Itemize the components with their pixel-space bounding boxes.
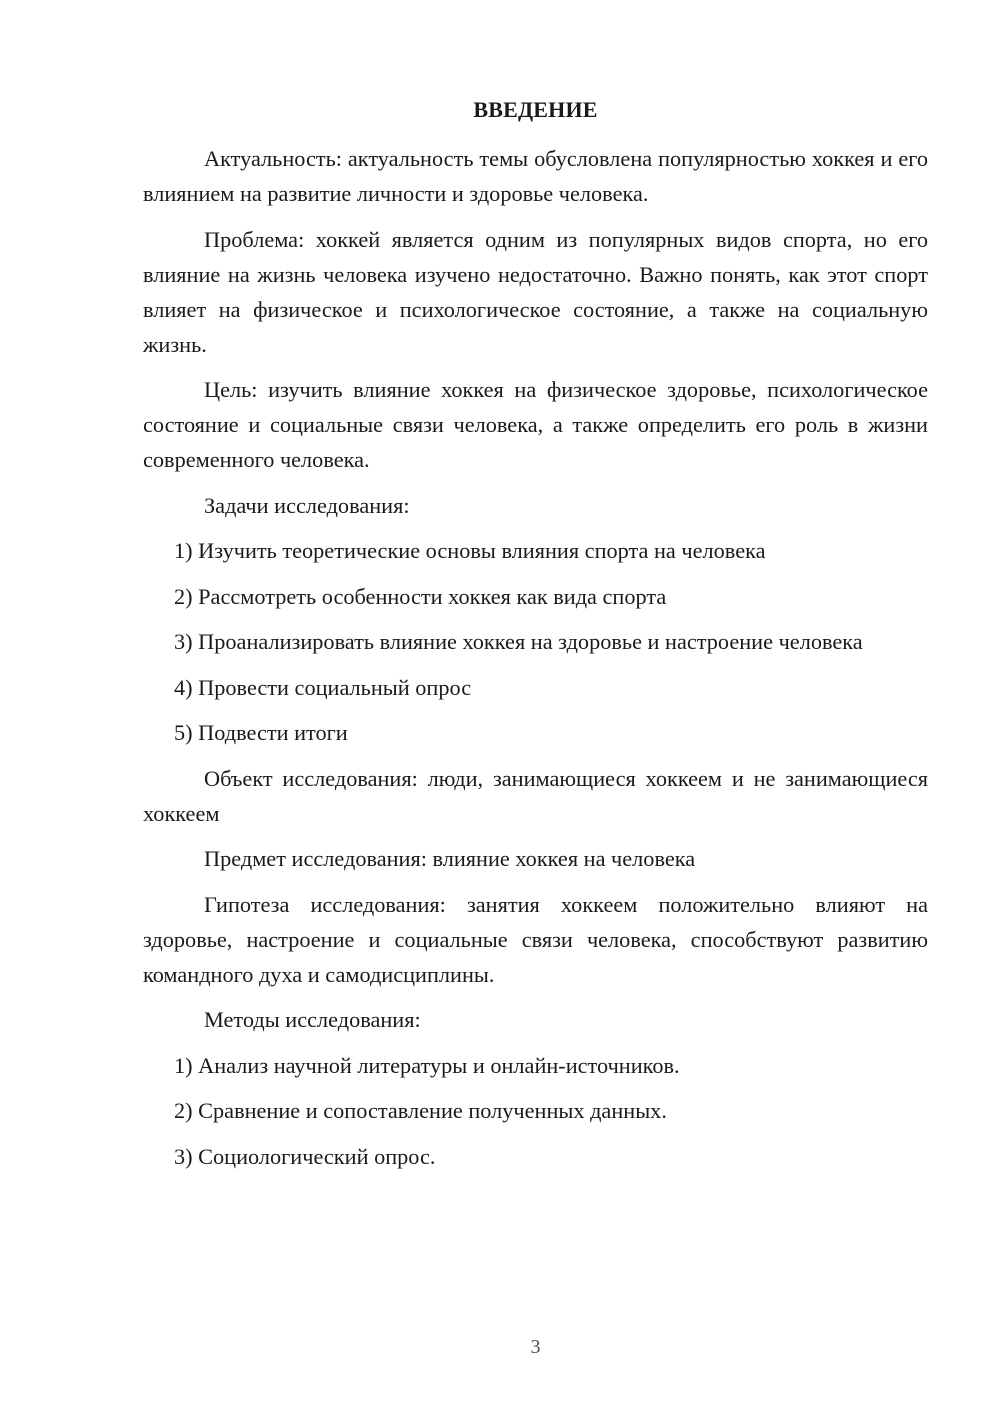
task-item: 5) Подвести итоги [174,720,348,745]
relevance-paragraph: Актуальность: актуальность темы обусловлена популярностью хоккея и его влиянием на развитие личности и здоровье человека. [143,146,928,206]
object-paragraph: Объект исследования: люди, занимающиеся хоккеем и не занимающиеся хоккеем [143,765,928,826]
goal-paragraph: Цель: изучить влияние хоккея на физическое здоровье, психологическое состояние и социальные связи человека, а также определить его роль в жизни современного человека. [143,377,928,472]
method-item: 2) Сравнение и сопоставление полученных данных. [174,1098,667,1123]
method-item: 3) Социологический опрос. [174,1143,436,1169]
task-item: 3) Проанализировать влияние хоккея на здоровье и настроение человека [174,629,863,654]
methods-heading: Методы исследования: [204,1007,421,1032]
page-title: ВВЕДЕНИЕ [473,97,598,122]
problem-paragraph: Проблема: хоккей является одним из популярных видов спорта, но его влияние на жизнь человека изучено недостаточно. Важно понять, как этот спорт влияет на физическое и психологическое состояние, а также на социальную жизнь. [143,226,928,357]
page-number: 3 [530,1336,541,1358]
task-item: 4) Провести социальный опрос [174,674,472,700]
document-body [143,141,928,1184]
task-item: 1) Изучить теоретические основы влияния спорта на человека [174,538,766,563]
subject-paragraph: Предмет исследования: влияние хоккея на человека [204,846,696,871]
document-page [143,0,928,1414]
task-item: 2) Рассмотреть особенности хоккея как вида спорта [174,583,667,609]
method-item: 1) Анализ научной литературы и онлайн-источников. [174,1052,680,1078]
hypothesis-paragraph: Гипотеза исследования: занятия хоккеем положительно влияют на здоровье, настроение и социальные связи человека, способствуют развитию командного духа и самодисциплины. [143,891,928,987]
tasks-heading: Задачи исследования: [204,492,410,518]
